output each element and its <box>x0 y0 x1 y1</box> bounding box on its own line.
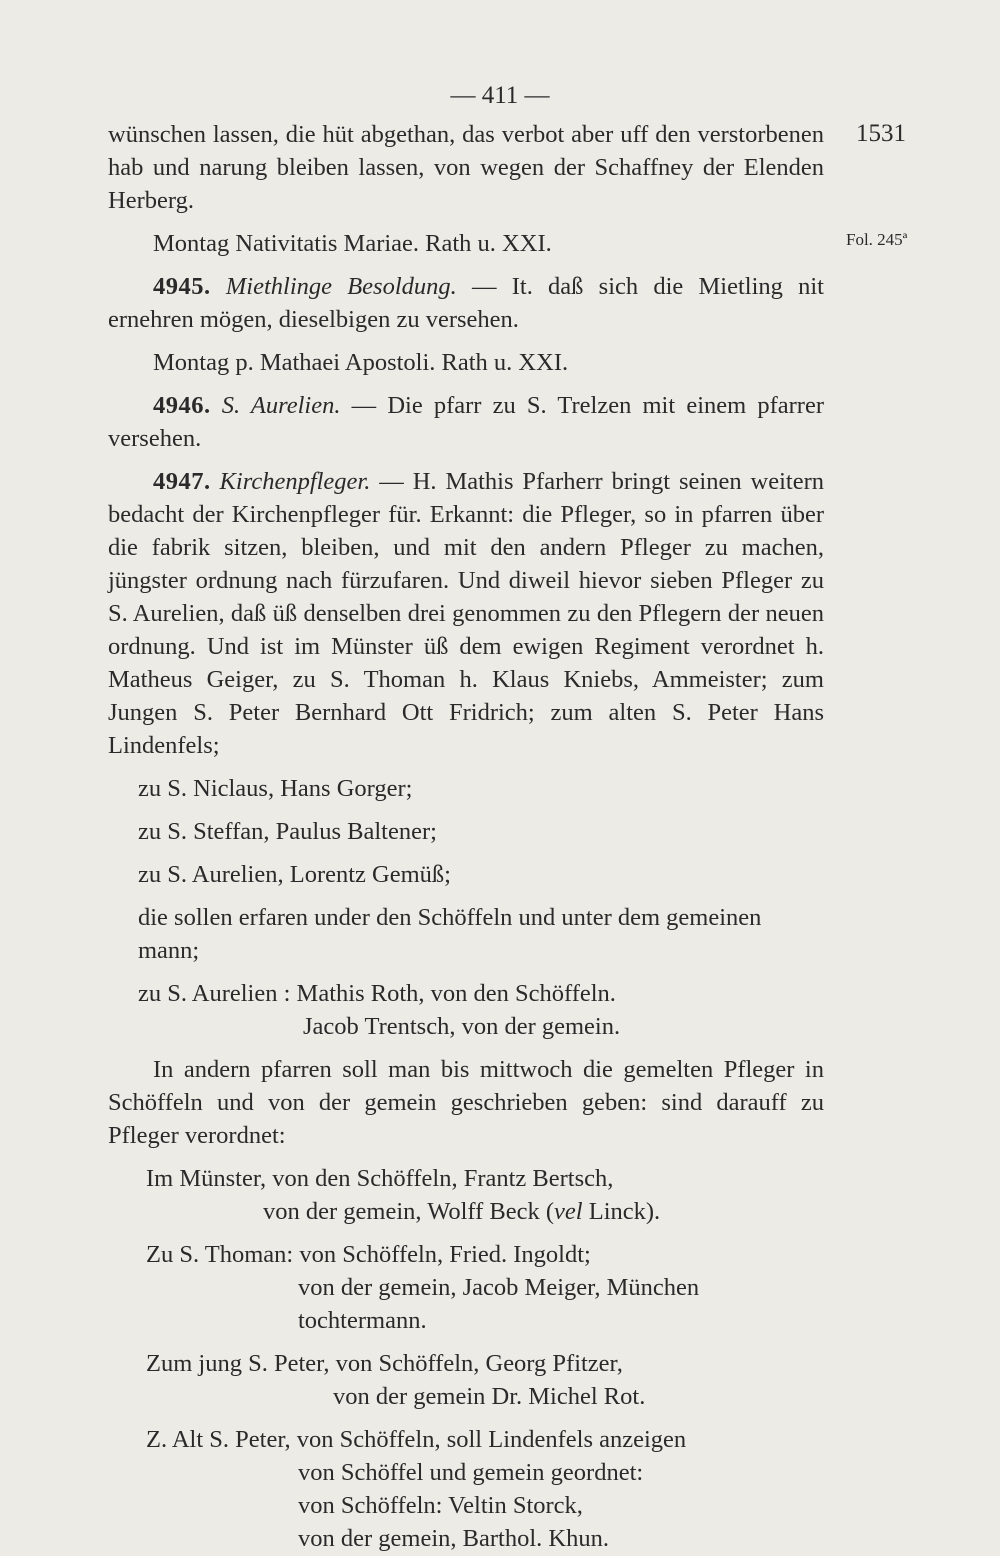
jung-peter-line: Zum jung S. Peter, von Schöffeln, Georg Pfitzer, <box>146 1350 623 1377</box>
entry-title: Miethlinge Besoldung. <box>225 273 457 300</box>
entry-4947 <box>108 465 824 762</box>
entry-title: Kirchenpfleger. <box>219 468 371 495</box>
margin-year: 1531 <box>856 120 906 147</box>
paragraph: In andern pfarren soll man bis mittwoch die gemelten Pfleger in Schöffeln und von der gemein geschrieben geben: sind darauff zu Pfleger verordnet: <box>108 1056 824 1149</box>
entry-number: 4945. <box>153 273 211 300</box>
entry-title: S. Aurelien. <box>221 392 341 419</box>
jung-peter-line: von der gemein Dr. Michel Rot. <box>333 1383 646 1410</box>
muenster-line: Im Münster, von den Schöffeln, Frantz Bertsch, <box>146 1165 614 1192</box>
margin-folio: Fol. 245ª <box>846 230 908 249</box>
paragraph-continuation: wünschen lassen, die hüt abgethan, das verbot aber uff den verstorbenen hab und narung bleiben lassen, von wegen der Schaffney der Elenden Herberg. <box>108 121 824 214</box>
list-item: zu S. Niclaus, Hans Gorger; <box>138 775 413 802</box>
entry-4946 <box>108 389 824 455</box>
entry-number: 4947. <box>153 468 211 495</box>
muenster-line: von der gemein, Wolff Beck (vel Linck). <box>263 1198 661 1225</box>
entry-text: — It. daß sich die Mietling nit ernehren mögen, dieselbigen zu versehen. <box>108 273 824 333</box>
thoman-line: Zu S. Thoman: von Schöffeln, Fried. Ingoldt; <box>146 1241 591 1268</box>
session-date: Montag p. Mathaei Apostoli. Rath u. XXI. <box>153 349 569 376</box>
entry-text: — H. Mathis Pfarherr bringt seinen weitern bedacht der Kirchenpfleger für. Erkannt: die Pfleger, so in pfarren über die fabrik sitzen, bleiben, und mit den andern Pfleger zu machen, jüngster ordnung nach fürzufaren. Und diweil hievor sieben Pfleger zu S. Aurelien, daß üß denselben drei genommen zu den Pflegern der neuen ordnung. Und ist im Münster üß dem ewigen Regiment verordnet h. Matheus Geiger, zu S. Thoman h. Klaus Kniebs, Ammeister; zum Jungen S. Peter Bernhard Ott Fridrich; zum alten S. Peter Hans Lindenfels; <box>108 468 824 759</box>
alt-peter-line: Z. Alt S. Peter, von Schöffeln, soll Lindenfels anzeigen <box>146 1426 687 1453</box>
thoman-line: von der gemein, Jacob Meiger, München tochtermann. <box>298 1274 700 1334</box>
alt-peter-line: von Schöffeln: Veltin Storck, <box>298 1492 583 1519</box>
list-item: die sollen erfaren under den Schöffeln und unter dem gemeinen mann; <box>138 904 762 964</box>
entry-4945 <box>108 270 824 336</box>
list-sub-item: Jacob Trentsch, von der gemein. <box>303 1013 621 1040</box>
session-date: Montag Nativitatis Mariae. Rath u. XXI. <box>153 230 552 257</box>
body-text <box>108 118 824 1555</box>
list-item: zu S. Aurelien : Mathis Roth, von den Schöffeln. <box>138 980 616 1007</box>
list-item: zu S. Aurelien, Lorentz Gemüß; <box>138 861 451 888</box>
entry-text: — Die pfarr zu S. Trelzen mit einem pfarrer versehen. <box>108 392 824 452</box>
alt-peter-line: von der gemein, Barthol. Khun. <box>298 1525 609 1552</box>
alt-peter-line: von Schöffel und gemein geordnet: <box>298 1459 644 1486</box>
entry-number: 4946. <box>153 392 211 419</box>
list-item: zu S. Steffan, Paulus Baltener; <box>138 818 437 845</box>
page-number: — 411 — <box>450 82 550 109</box>
